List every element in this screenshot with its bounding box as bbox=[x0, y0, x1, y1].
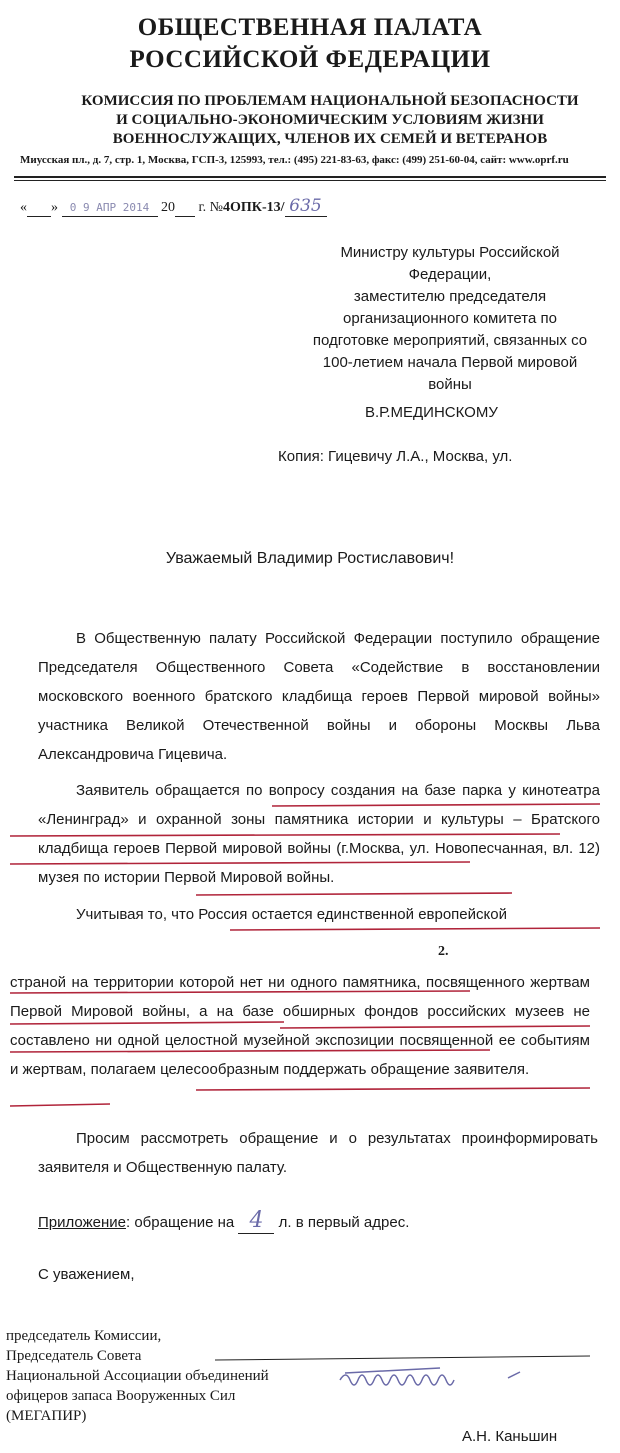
org-address: Миусская пл., д. 7, стр. 1, Москва, ГСП-3, 125993, тел.: (495) 221-83-63, факс: (499) 251-60-04, сайт: www.oprf.ru bbox=[20, 154, 569, 166]
underline bbox=[10, 1022, 284, 1024]
red-underlines bbox=[10, 804, 600, 1106]
handwritten-count: 4 bbox=[249, 1208, 264, 1233]
signatory-title-line: Председатель Совета bbox=[6, 1348, 142, 1364]
underline bbox=[10, 1104, 110, 1106]
number-label: № bbox=[209, 200, 224, 215]
received-date-stamp: 0 9 АПР 2014 bbox=[69, 201, 150, 214]
underline bbox=[10, 834, 560, 836]
paragraph-4: Просим рассмотреть обращение и о результатах проинформировать заявителя и Общественную палату. bbox=[38, 1130, 598, 1176]
underline bbox=[196, 1088, 590, 1090]
paragraph-2: Заявитель обращается по вопросу создания на базе парка у кинотеатра «Ленинград» и охранной зоны памятника истории и культуры – Братского кладбища героев Первой мировой войны (г.Москва, ул. Новопесчанная, вл. 12) музея по истории Первой Мировой войны. bbox=[38, 782, 600, 886]
underline bbox=[280, 1026, 590, 1028]
addressee-name: В.Р.МЕДИНСКОМУ bbox=[365, 404, 498, 421]
signature-line-group bbox=[215, 1356, 590, 1360]
addressee-line: организационного комитета по bbox=[343, 310, 557, 327]
org-title-line2: РОССИЙСКОЙ ФЕДЕРАЦИИ bbox=[129, 46, 491, 73]
underline bbox=[10, 1050, 490, 1052]
signatory-title-line: председатель Комиссии, bbox=[6, 1328, 162, 1344]
commission-line1: КОМИССИЯ ПО ПРОБЛЕМАМ НАЦИОНАЛЬНОЙ БЕЗОПАСНОСТИ bbox=[81, 93, 579, 109]
underline bbox=[272, 804, 600, 806]
quote-open: « bbox=[20, 200, 27, 215]
addressee-line: Федерации, bbox=[408, 266, 492, 283]
signatory-title-line: (МЕГАПИР) bbox=[6, 1408, 87, 1424]
signatory-title-line: офицеров запаса Вооруженных Сил bbox=[6, 1388, 236, 1404]
addressee-line: 100-летием начала Первой мировой bbox=[322, 354, 578, 371]
closing: С уважением, bbox=[38, 1266, 135, 1283]
year-suffix: г. bbox=[198, 200, 207, 215]
handwritten-number: 635 bbox=[289, 196, 322, 216]
addressee-line: Министру культуры Российской bbox=[340, 244, 560, 261]
addressee-line: войны bbox=[428, 376, 472, 393]
underline bbox=[10, 862, 470, 864]
handwritten-signature bbox=[340, 1368, 520, 1385]
copy-line: Копия: Гицевичу Л.А., Москва, ул. bbox=[278, 448, 513, 465]
addressee-line: подготовке мероприятий, связанных со bbox=[312, 332, 588, 349]
page-number: 2. bbox=[438, 944, 449, 959]
year-prefix: 20 bbox=[161, 200, 175, 215]
salutation: Уважаемый Владимир Ростиславович! bbox=[165, 550, 455, 567]
attachment-text-before: : обращение на bbox=[125, 1214, 235, 1231]
underline bbox=[230, 928, 600, 930]
paragraph-3: Учитывая то, что Россия остается единственной европейской bbox=[76, 906, 507, 923]
org-title-line1: ОБЩЕСТВЕННАЯ ПАЛАТА bbox=[137, 14, 483, 41]
signatory-name: А.Н. Каньшин bbox=[462, 1428, 558, 1445]
underline bbox=[196, 893, 512, 895]
attachment-text-after: л. в первый адрес. bbox=[278, 1214, 410, 1231]
document-number: 4ОПК-13/ bbox=[223, 200, 285, 215]
quote-close: » bbox=[51, 200, 58, 215]
attachment-label: Приложение bbox=[38, 1214, 126, 1231]
commission-line2: И СОЦИАЛЬНО-ЭКОНОМИЧЕСКИМ УСЛОВИЯМ ЖИЗНИ bbox=[116, 112, 544, 128]
paragraph-1: В Общественную палату Российской Федерации поступило обращение Председателя Общественного Совета «Содействие в восстановлении московского военного братского кладбища героев Первой мировой войны» участника Великой Отечественной войны и обороны Москвы Льва Александровича Гицевича. bbox=[38, 630, 600, 763]
signature-line bbox=[215, 1356, 590, 1360]
underline bbox=[10, 991, 470, 993]
paragraph-3-continued: страной на территории которой нет ни одного памятника, посвященного жертвам Первой Мировой войны, а на базе обширных фондов российских музеев не составлено ни одной целостной музейной экспозиции посвященной ее событиям и жертвам, полагаем целесообразным поддержать обращение заявителя. bbox=[10, 974, 590, 1078]
addressee-line: заместителю председателя bbox=[353, 288, 547, 305]
signatory-title-line: Национальной Ассоциации объединений bbox=[6, 1368, 269, 1384]
commission-line3: ВОЕННОСЛУЖАЩИХ, ЧЛЕНОВ ИХ СЕМЕЙ И ВЕТЕРАНОВ bbox=[112, 131, 548, 147]
